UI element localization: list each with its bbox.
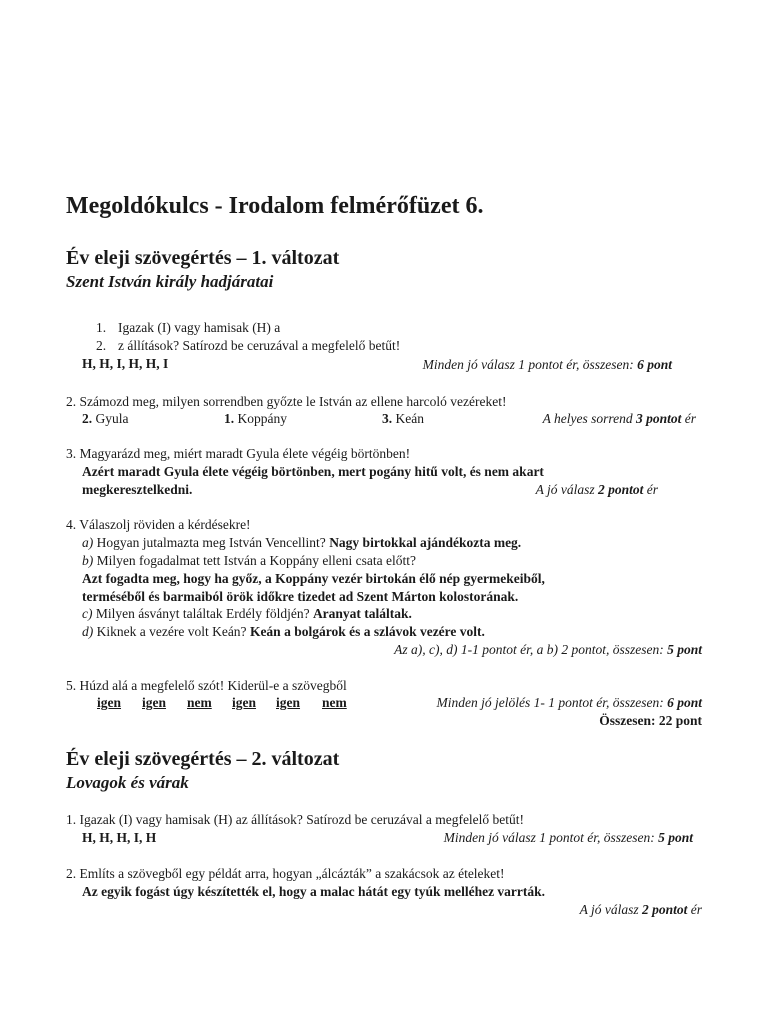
section-1-subtitle: Szent István király hadjáratai [66,272,274,291]
q4-b-answer-line-2: terméséből és barmaiból örök időkre tizedet ad Szent Márton kolostorának. [82,589,519,604]
q1-number-1: 1. [96,320,107,335]
q4-b-question: b) Milyen fogadalmat tett István a Koppány elleni csata előtt? [82,553,417,568]
s2-q2-score: A jó válasz 2 pontot ér [579,902,702,917]
section-1-total: Összesen: 22 pont [599,713,702,728]
q1-text-2: z állítások? Satírozd be ceruzával a megfelelő betűt! [118,338,401,353]
section-2-heading: Év eleji szövegértés – 2. változat [66,748,340,770]
s2-q1-answer: H, H, H, I, H [82,830,157,845]
q2-answer-gyula: 2. Gyula [82,411,129,426]
q5-score: Minden jó jelölés 1- 1 pontot ér, összesen: 6 pont [436,695,702,710]
q3-question: 3. Magyarázd meg, miért maradt Gyula élete végéig börtönben! [66,446,411,461]
s2-q1-score: Minden jó válasz 1 pontot ér, összesen: 5 pont [443,830,693,845]
q3-answer-line-1: Azért maradt Gyula élete végéig börtönben, mert pogány hitű volt, és nem akart [82,464,544,479]
q4-d-line: d) Kiknek a vezére volt Keán? Keán a bolgárok és a szlávok vezére volt. [82,624,485,639]
q1-score: Minden jó válasz 1 pontot ér, összesen: 6 pont [422,357,672,372]
page-title: Megoldókulcs - Irodalom felmérőfüzet 6. [66,193,484,219]
q1-number-2: 2. [96,338,107,353]
q5-word-5: igen [276,695,301,710]
q5-question: 5. Húzd alá a megfelelő szót! Kiderül-e a szövegből [66,678,347,693]
q5-word-2: igen [142,695,167,710]
q5-word-1: igen [97,695,122,710]
q4-a-line: a) Hogyan jutalmazta meg István Vencellint? Nagy birtokkal ajándékozta meg. [82,535,522,550]
q5-word-3: nem [187,695,212,710]
q4-c-line: c) Milyen ásványt találtak Erdély földjén? Aranyat találtak. [82,606,412,621]
q2-question: 2. Számozd meg, milyen sorrendben győzte le István az ellene harcoló vezéreket! [66,394,507,409]
q3-answer-line-2: megkeresztelkedni. [82,482,193,497]
q4-score: Az a), c), d) 1-1 pontot ér, a b) 2 pontot, összesen: 5 pont [394,642,702,657]
s2-q1-question: 1. Igazak (I) vagy hamisak (H) az állítások? Satírozd be ceruzával a megfelelő betűt! [66,812,525,827]
q2-score: A helyes sorrend 3 pontot ér [542,411,696,426]
s2-q2-question: 2. Említs a szövegből egy példát arra, hogyan „álcázták” a szakácsok az ételeket! [66,866,505,881]
s2-q2-answer: Az egyik fogást úgy készítették el, hogy a malac hátát egy tyúk melléhez varrták. [82,884,546,899]
q1-answer: H, H, I, H, H, I [82,356,169,371]
q4-b-answer-line-1: Azt fogadta meg, hogy ha győz, a Koppány vezér birtokán élő nép gyermekeiből, [82,571,545,586]
q4-question: 4. Válaszolj röviden a kérdésekre! [66,517,251,532]
q5-word-4: igen [232,695,257,710]
section-1-heading: Év eleji szövegértés – 1. változat [66,247,340,269]
q3-score: A jó válasz 2 pontot ér [535,482,658,497]
q5-word-6: nem [322,695,347,710]
section-2-subtitle: Lovagok és várak [66,773,189,792]
q1-text-1: Igazak (I) vagy hamisak (H) a [118,320,281,335]
q2-answer-kean: 3. Keán [382,411,424,426]
q2-answer-koppany: 1. Koppány [224,411,287,426]
